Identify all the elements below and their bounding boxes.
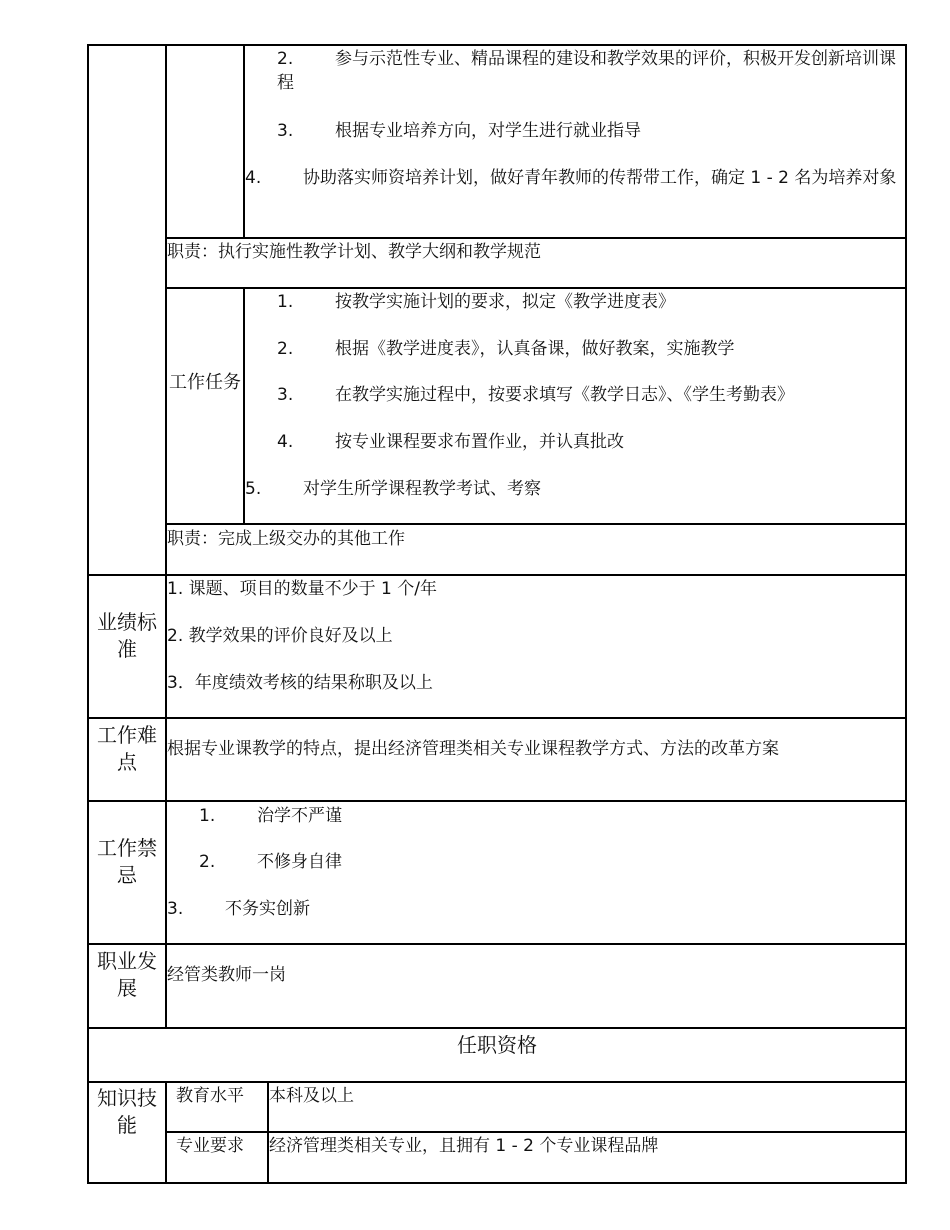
row-sep [87,1081,907,1083]
duty-text: 职责：执行实施性教学计划、教学大纲和教学规范 [167,242,541,262]
list-item: 按专业课程要求布置作业，并认真批改 [335,432,624,452]
row-sep [165,523,907,525]
duty-text: 职责：完成上级交办的其他工作 [167,529,405,549]
row-sep [87,717,907,719]
list-num: 3. [167,899,184,919]
row-sep [165,287,907,289]
col-sep-sub-1 [243,44,245,238]
border-top [87,44,907,46]
skills-row-label: 专业要求 [176,1136,244,1156]
list-item: 2. 教学效果的评价良好及以上 [167,626,393,646]
career-label: 职业发展 [97,949,157,1000]
list-item: 根据《教学进度表》，认真备课，做好教案，实施教学 [335,339,735,359]
skills-row-value: 经济管理类相关专业，且拥有 1 - 2 个专业课程品牌 [269,1136,659,1156]
career-text: 经管类教师一岗 [167,965,286,985]
border-bottom [87,1182,907,1184]
list-num: 5. [245,479,262,499]
section-title: 任职资格 [457,1033,537,1057]
performance-label: 业绩标准 [97,610,157,661]
list-item: 不务实创新 [225,899,310,919]
border-right [905,44,907,1184]
list-item: 在教学实施过程中，按要求填写《教学日志》、《学生考勤表》 [335,385,794,405]
difficulty-label: 工作难点 [97,723,157,774]
skills-row-value: 本科及以上 [269,1086,354,1106]
row-sep [87,800,907,802]
list-num: 2. [199,852,216,872]
list-item: 协助落实师资培养计划，做好青年教师的传帮带工作，确定 1 - 2 名为培养对象 [303,168,897,188]
list-item: 根据专业培养方向，对学生进行就业指导 [335,121,641,141]
list-item: 1. 课题、项目的数量不少于 1 个/年 [167,579,437,599]
list-item: 对学生所学课程教学考试、考察 [303,479,541,499]
list-num: 2. [277,339,294,359]
skills-label: 知识技能 [97,1086,157,1137]
skills-row-label: 教育水平 [176,1086,244,1106]
list-num: 1. [199,806,216,826]
list-num: 1. [277,292,294,312]
row-sep [165,1131,907,1133]
difficulty-text: 根据专业课教学的特点，提出经济管理类相关专业课程教学方式、方法的改革方案 [167,739,779,759]
list-num: 3. [277,385,294,405]
list-item: 治学不严谨 [257,806,342,826]
list-item: 3．年度绩效考核的结果称职及以上 [167,673,433,693]
list-num: 4. [245,168,262,188]
list-item: 不修身自律 [257,852,342,872]
list-item: 参与示范性专业、精品课程的建设和教学效果的评价，积极开发创新培训课程 [277,49,896,93]
row-sep [87,1027,907,1029]
taboo-label: 工作禁忌 [97,836,157,887]
list-num: 2. [277,49,294,69]
task-label: 工作任务 [169,372,241,393]
row-sep [165,237,907,239]
row-sep [87,574,907,576]
list-item: 按教学实施计划的要求，拟定《教学进度表》 [335,292,675,312]
list-num: 3. [277,121,294,141]
list-num: 4. [277,432,294,452]
row-sep [87,943,907,945]
